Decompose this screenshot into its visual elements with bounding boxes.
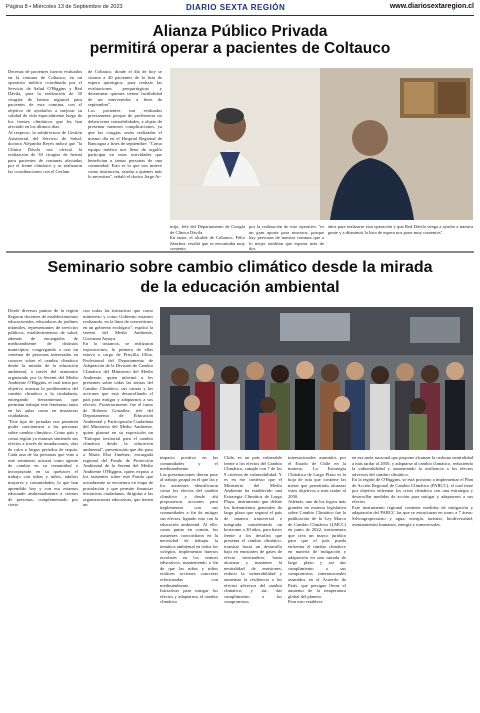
header-rule — [6, 15, 474, 16]
article1-column-5: años para realizarse esta operación y que Red Dávila venga a ayudar a nuestra gente y a disminuir la lista de espera nos pone muy contentos". — [328, 224, 473, 235]
article1-column-3: mijo, Jefe del Departamento de Cirugía de Clínica Dávila. En tanto, el alcalde de Coltauco, Félix Sánchez, resaltó que se encontraba muy contento — [170, 224, 245, 252]
seminar-group-photo — [160, 307, 473, 450]
article2-headline-line2: de la educación ambiental — [140, 279, 340, 296]
article2-column-5: internacionales asumidos por el Estado de Chile en la materia. La Estrategia Climática de Largo Plazo es la hoja de ruta que contiene las metas que permitirán alcanzar estos objetivos a más tardar al 2050. Además, uno de los logros más grandes en materia legislativa sobre Cambio Climático fue la publicación de la Ley Marco de Cambio Climático (LMCC) en junio de 2022, instrumento que crea un marco jurídico para que el país pueda enfrentar el cambio climático en materia de mitigación y adaptación en una mirada de largo plazo y así dar cumplimiento a sus compromisos internacionales asumidos en el Acuerdo de París, que persigue llevar el aumento de la temperatura global del planeta. Para esto establece — [288, 455, 346, 605]
article2-column-1: Desde diversos puntos de la región llegaron docentes de establecimientos educacionales, educadoras de jardines infantiles, representantes de servicios públicos, establecimientos de salud, además de encargados de medioambiente de distintos municipios, congregando a casi un centenar de personas interesadas en conocer sobre el cambio climático desde la mirada de la educación ambiental, a través del seminario organizado por la Seremi del Medio Ambiente O'Higgins, el cual tenía por objetivo avanzar la problemática del cambio climático a la ciudadanía, entregando herramientas que permitan trabajar este fenómeno tanto en las aulas como en instancias ciudadanas. "Este tipo de jornadas nos permiten poder concientizar a las personas sobre cambio climático. Como país y como región ya estamos sintiendo sus efectos a través de inundaciones, olas de calor o largos periodos de sequía. Cada una de las personas que vino a este seminario actuará como agente de cambio en su comunidad o incorporarán en su quehacer el trabajo con niñas y niños, adultos mayores y comunidades, lo que han aprendido hoy y con eso estamos educando ambientalmente a cientos de personas, complementado por cierto — [8, 308, 78, 508]
article2-column-6: en esa meta nacional que propone alcanzar la carbono neutralidad a más tardar al 2050, y adaptarse al cambio climático, reduciendo la vulnerabilidad y aumentando la resiliencia a los efectos adversos del cambio climático. En la región de O'Higgins, se está próximo a implementar el Plan de Acción Regional de Cambio Climático (PARCC), el cual tiene por objetivo enfrentar los crisis climática con una estrategia y desarrollar medidas de acción para mitigar y adaptarnos a sus efectos. Este instrumento regional contiene medidas de mitigación y adaptación del PARCC las que se estructuran en torno a 7 áreas: Silvoagropecuario y agua, energía, turismo, biodiversidad, asentamientos humanos, energía y transversales. — [352, 455, 473, 527]
article1-column-1: Decenas de pacientes fueron evaluados en la comuna de Coltauco, en un operativo médico coordinado por el Servicio de Salud O'Higgins y Red Dávila, para la realización de 30 cirugías de hernia inguinal para pacientes de esta comuna, con el objetivo de ayudarlos a mejorar su calidad de vida especialmente luego de los frentes climáticos que les han afectado en los últimos días. Al respecto, la subdirectora de Gestión Asistencial del Servicio de Salud, doctora Alejandra Reyes indicó que "la Clínica Dávila nos ofreció la realización de 30 cirugías de hernia para pacientes de comunas afectadas por el frente climático y se realizaron las coordinaciones con el Cesfam — [8, 69, 82, 174]
page-header — [6, 4, 474, 14]
article2-photo — [160, 307, 473, 450]
doctor-consultation-photo — [170, 68, 473, 220]
article1-headline-line1: Alianza Público Privada — [152, 23, 328, 40]
article1-headline-line2: permitirá operar a pacientes de Coltauco — [89, 40, 391, 58]
article2-headline-line1: Seminario sobre cambio climático desde la mirada — [47, 259, 433, 276]
article2-headline — [0, 258, 480, 298]
website-link[interactable]: www.diariosextaregion.cl — [389, 3, 474, 10]
article2-column-3: impacto positivo en las comunidades y el medioambiente. Las presentaciones dieron paso al trabajo grupal en el que las y los asistentes identificaron cómo los efectos del cambio climático y desde ahí propusieron acciones para implementar con sus comunidades a fin de mitigar sus efectos, ligando esto con la educación ambiental. Al ello, como punto en común, los asistentes concordaron en la necesidad de trabajar la temática ambiental en todos los colegios, implementar huertos escolares en los centros educativos, manteniendo a fin de que las niñas y niños realicen acciones concretas relacionadas con medioambiente. Iniciativas para mitigar los efectos y adaptarnos al cambio climático — [160, 455, 218, 605]
article2-column-2: con todas las iniciativas que como ministerio y como Gobierno estamos realizando, en la línea de convertirnos en un gobierno ecológico", explicó la seremi del Medio Ambiente, Giovanna Amaya. En la instancia, se realizaron exposiciones, la primera de ellas estuvo a cargo de Priscilla Ulloa, Profesional del Departamento de Adaptación de la División de Cambio Climático del Ministerio del Medio Ambiente, quien informó a los presentes sobre todas las aristas del Cambio Climático, sus causas y las acciones que está desarrollando el país para mitigar y adaptarnos a sus efectos. Posteriormente, fue el turno de Roberto González, jefe del Departamento de Educación Ambiental y Participación Ciudadana del Ministerio del Medio Ambiente, quien plasmó en su exposición un "Enfoque territorial para el cambio climático desde la educación ambiental", presentación que dio paso a María Elsa Jiménez, encargada regional del Fondo de Protección Ambiental de la Seremi del Medio Ambiente O'Higgins, quien expuso a los asistentes sobre este Fondo que actualmente se encuentra en etapa de postulación y que permite financiar iniciativas ciudadanas, dirigidas a las organizaciones educativas, que tienen un — [83, 308, 153, 508]
page-info: Página 8 • Miércoles 13 de Septiembre de 2023 — [6, 4, 123, 10]
newspaper-brand: DIARIO SEXTA REGIÓN — [186, 3, 286, 12]
article1-photo — [170, 68, 473, 220]
article1-headline — [0, 23, 480, 58]
article1-column-4: por la realización de este operativo "es un gran aporte para nosotros, porque hay personas de nuestra comuna que a lo mejor tendrían que esperar más de dos — [249, 224, 324, 252]
article1-column-2: de Coltauco, donde el día de hoy se citaron a 40 pacientes de la lista de espera quirúrgica, para realizar las evaluaciones prequirúrgicas y determinar quienes tienen factibilidad de ser intervenidos a fines de septiembre". Los pacientes son evaluados previamente porque de preferencia no deben tener comorbilidades, a objeto de presentar menores complicaciones, ya que las cirugías serán realizadas el mismo día en el Hospital Regional de Rancagua a fines de septiembre. "Como equipo médico nos llena de orgullo participar en estas actividades que benefician a tantas personas de una comunidad. Esto es lo que nos mueve como institución, ayudar a quienes más lo necesitan", señaló el doctor Jorge Ar- — [88, 69, 162, 180]
article2-column-4: Chile, es un país vulnerable frente a los efectos del Cambio Climático, cumple con 7 de los 9 criterios de vulnerabilidad. Y es en ese contexto que el Ministerio del Medio Ambiente ha establecido una Estrategia Climática de Largo Plazo, instrumento que define los lineamientos generales de largo plazo que seguirá el país de manera transversal e integrada, considerando un horizonte a 30 años, para hacer frente a los desafíos que presenta el cambio climático; transitar hacia un desarrollo bajo en emisiones de gases de efecto invernadero, hasta alcanzar y mantener la neutralidad de emisiones; reducir la vulnerabilidad y aumentar la resiliencia a los efectos adversos del cambio climático; y así, dar cumplimiento a los compromisos — [224, 455, 282, 605]
article-separator — [6, 251, 474, 253]
